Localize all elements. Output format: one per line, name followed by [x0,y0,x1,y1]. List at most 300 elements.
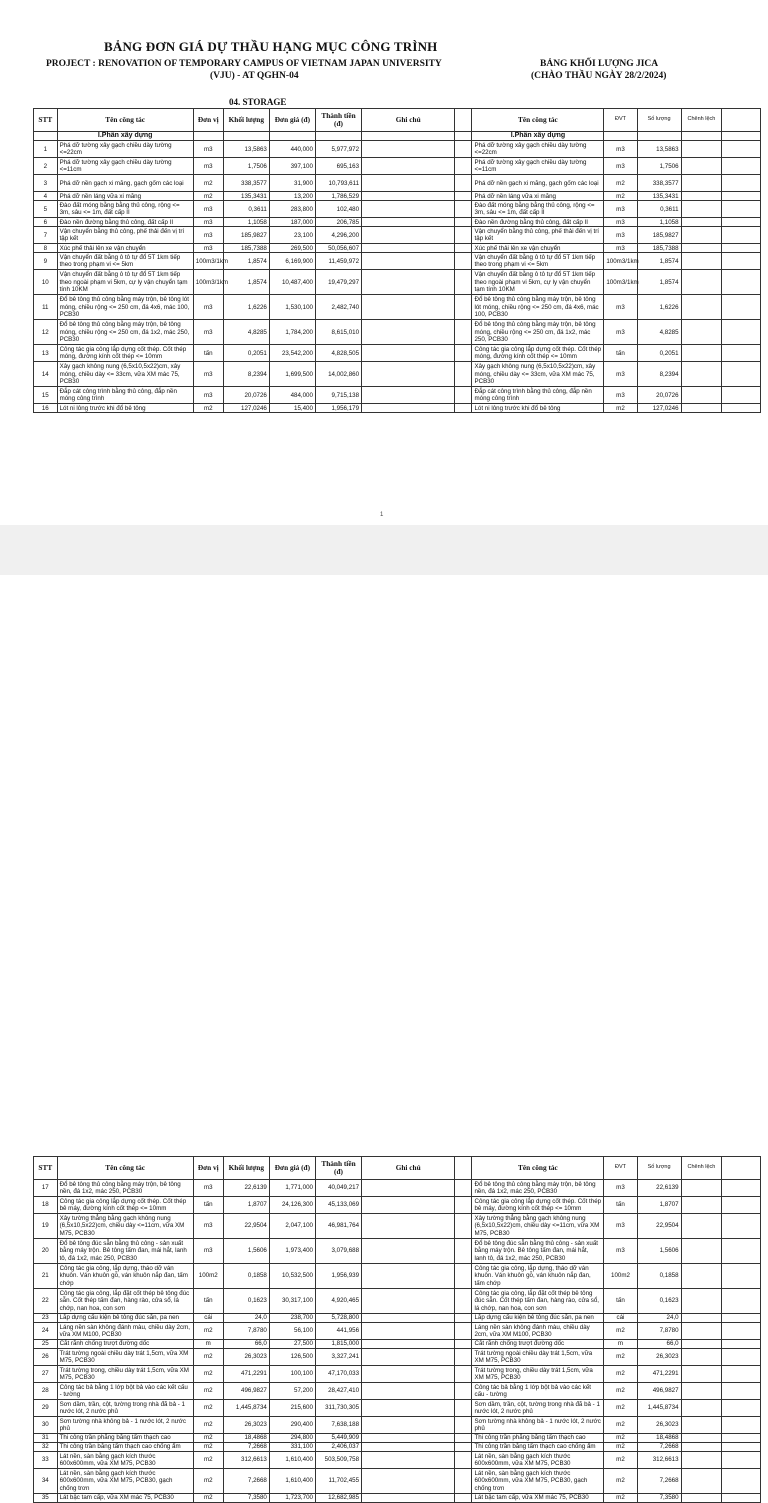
table-row [34,253,761,270]
unit-cell: m2 [193,1494,223,1503]
table-row [34,1289,761,1314]
total-cell: 8,615,010 [315,320,361,345]
quantity-cell: 338,3577 [223,175,269,192]
spacer-cell [455,1214,472,1239]
note-cell [362,387,455,404]
table-row [34,1349,761,1366]
task-name-cell: Công tác gia công lắp dựng cốt thép. Cốt thép bê máy, đường kính cốt thép <= 10mm [57,1197,193,1214]
stt-cell: 12 [34,320,58,345]
jica-unit-cell: m3 [604,201,637,218]
unit-cell: m2 [193,404,223,413]
jica-unit-cell: m2 [604,1469,637,1494]
unit-price-cell: 331,100 [269,1443,315,1452]
jica-quantity-cell: 127,0246 [637,404,681,413]
spacer-cell [455,158,472,175]
note-cell [362,1366,455,1383]
note-cell [362,1264,455,1289]
jica-unit-cell: m2 [604,1443,637,1452]
jica-diff-cell [681,1452,722,1469]
task-name-cell: Vận chuyển đất bằng ô tô tự đổ 5T 1km tiếp theo trong phạm vi <= 5km [57,253,193,270]
stt-cell: 25 [34,1340,58,1349]
unit-cell: tấn [193,1289,223,1314]
page-2 [0,575,768,1502]
jica-task-name-cell: Lắp dựng cấu kiện bê tông đúc sẵn, pa nen [472,1314,604,1323]
jica-diff-cell [681,1400,722,1417]
note-cell [362,158,455,175]
col-edge-header [722,1157,761,1180]
table-row [34,175,761,192]
spacer-cell [455,1469,472,1494]
edge-cell [722,1366,761,1383]
task-name-cell: Thi công trần phẳng bằng tấm thạch cao [57,1434,193,1443]
col-stt-header: STT [34,109,58,132]
quantity-cell: 1,8707 [223,1197,269,1214]
stt-cell: 28 [34,1383,58,1400]
jica-diff-cell [681,1314,722,1323]
jica-unit-cell: m2 [604,1366,637,1383]
spacer-cell [455,1314,472,1323]
jica-unit-cell: m [604,1340,637,1349]
note-cell [362,1443,455,1452]
jica-task-name-cell: Đổ bê tông thủ công bằng máy trộn, bê tông lót móng, chiều rộng <= 250 cm, đá 4x6, mác 100, PCB30 [472,295,604,320]
table-row [34,1383,761,1400]
total-cell: 503,509,758 [315,1452,361,1469]
table-row [34,1197,761,1214]
edge-cell [722,192,761,201]
unit-price-cell: 238,700 [269,1314,315,1323]
stt-cell: 31 [34,1434,58,1443]
jica-unit-cell: m2 [604,192,637,201]
unit-price-cell: 1,723,700 [269,1494,315,1503]
jica-diff-cell [681,1443,722,1452]
note-cell [362,1289,455,1314]
unit-price-cell: 13,200 [269,192,315,201]
task-name-cell: Trát tường ngoài chiều dày trát 1,5cm, vữa XM M75, PCB30 [57,1349,193,1366]
stt-cell: 24 [34,1323,58,1340]
spacer-cell [455,1452,472,1469]
quantity-cell: 127,0246 [223,404,269,413]
total-cell: 102,480 [315,201,361,218]
spacer-cell [455,218,472,227]
unit-cell: m2 [193,1349,223,1366]
jica-task-name-cell: Đào đất móng bằng bằng thủ công, rộng <= 3m, sâu <= 1m, đất cấp II [472,201,604,218]
note-cell [362,1383,455,1400]
spacer-cell [455,1349,472,1366]
table-row [34,404,761,413]
unit-price-cell: 1,530,100 [269,295,315,320]
jica-unit-cell: m3 [604,320,637,345]
stt-cell: 27 [34,1366,58,1383]
jica-unit-cell: m2 [604,1434,637,1443]
note-cell [362,1239,455,1264]
edge-cell [722,132,761,141]
note-cell [362,1214,455,1239]
edge-cell [722,1340,761,1349]
task-name-cell: Lát nền, sàn bằng gạch kích thước 600x600mm, vữa XM M75, PCB30, gạch chống trơn [57,1469,193,1494]
unit-cell: 100m3/1km [193,253,223,270]
jica-diff-cell [681,1264,722,1289]
quantity-cell: 1,8574 [223,270,269,295]
edge-cell [722,158,761,175]
table-row [34,295,761,320]
jica-quantity-cell: 26,3023 [637,1417,681,1434]
col-spacer-header [455,109,472,132]
unit-price-cell: 187,000 [269,218,315,227]
edge-cell [722,270,761,295]
col-edge-header [722,109,761,132]
quantity-cell: 7,2668 [223,1443,269,1452]
stt-cell: 14 [34,362,58,387]
unit-cell: m3 [193,201,223,218]
total-cell: 46,981,764 [315,1214,361,1239]
spacer-cell [455,270,472,295]
spacer-cell [455,1443,472,1452]
quantity-cell: 22,9504 [223,1214,269,1239]
jica-unit-cell: m3 [604,218,637,227]
quantity-cell: 1,445,8734 [223,1400,269,1417]
total-cell: 1,956,179 [315,404,361,413]
task-name-cell: Lót ni lông trước khi đổ bê tông [57,404,193,413]
jica-task-name-cell: Trát tường ngoài chiều dày trát 1,5cm, vữa XM M75, PCB30 [472,1349,604,1366]
table-row [34,1214,761,1239]
jica-diff-cell [681,1469,722,1494]
edge-cell [722,1264,761,1289]
jica-unit-cell: m2 [604,1417,637,1434]
note-cell [362,1400,455,1417]
task-name-cell: Phá dỡ nền láng vữa xi măng [57,192,193,201]
jica-unit-cell: m3 [604,362,637,387]
unit-cell: cái [193,1314,223,1323]
jica-unit-cell: m2 [604,1494,637,1503]
empty-cell [362,132,455,141]
jica-task-name-cell: Công tác gia công, lắp đặt cốt thép bê tông đúc sẵn. Cốt thép tấm đan, hàng rào, cửa sổ, lá chớp, nan hoa, con sơn [472,1289,604,1314]
edge-cell [722,1197,761,1214]
edge-cell [722,320,761,345]
spacer-cell [455,141,472,158]
quantity-cell: 1,1058 [223,218,269,227]
jica-diff-cell [681,345,722,362]
table-row [34,1469,761,1494]
task-name-cell: Lát nền, sàn bằng gạch kích thước 600x600mm, vữa XM M75, PCB30 [57,1452,193,1469]
task-name-cell: Đắp cát công trình bằng thủ công, đắp nền móng công trình [57,387,193,404]
total-cell: 695,163 [315,158,361,175]
jica-unit-cell: 100m3/1km [604,253,637,270]
unit-price-cell: 290,400 [269,1417,315,1434]
spacer-cell [455,362,472,387]
unit-cell: m [193,1340,223,1349]
unit-cell: m2 [193,192,223,201]
table-row [34,1494,761,1503]
jica-quantity-cell: 7,2668 [637,1469,681,1494]
empty-cell [269,132,315,141]
jica-unit-cell: m3 [604,387,637,404]
note-cell [362,244,455,253]
note-cell [362,201,455,218]
quantity-cell: 26,3023 [223,1417,269,1434]
col-jica-qty-header: Số lượng [637,109,681,132]
note-cell [362,1469,455,1494]
unit-price-cell: 1,771,000 [269,1180,315,1197]
stt-cell: 13 [34,345,58,362]
jica-diff-cell [681,1323,722,1340]
jica-quantity-cell: 496,9827 [637,1383,681,1400]
unit-cell: m3 [193,320,223,345]
edge-cell [722,1314,761,1323]
table-row [34,1323,761,1340]
col-jica-diff-header: Chênh lệch [681,1157,722,1180]
total-cell: 12,682,985 [315,1494,361,1503]
table-row [34,387,761,404]
note-cell [362,404,455,413]
edge-cell [722,1214,761,1239]
jica-task-name-cell: Cắt rãnh chống trượt đường dốc [472,1340,604,1349]
unit-price-cell: 24,126,300 [269,1197,315,1214]
spacer-cell [455,1197,472,1214]
stt-cell: 4 [34,192,58,201]
note-cell [362,1323,455,1340]
quantity-cell: 8,2394 [223,362,269,387]
jica-task-name-cell: Phá dỡ nền gạch xi măng, gạch gốm các loại [472,175,604,192]
unit-price-cell: 15,400 [269,404,315,413]
col-note-header: Ghi chú [362,109,455,132]
quantity-cell: 7,8780 [223,1323,269,1340]
total-cell: 28,427,410 [315,1383,361,1400]
unit-cell: m2 [193,1400,223,1417]
bid-table-page-1 [33,108,761,413]
jica-unit-cell: m3 [604,1239,637,1264]
total-cell: 5,977,972 [315,141,361,158]
col-jica-name-header: Tên công tác [472,1157,604,1180]
jica-diff-cell [681,1239,722,1264]
total-cell: 5,728,800 [315,1314,361,1323]
task-name-cell: Vận chuyển bằng thủ công, phế thải đến vị trí tập kết [57,227,193,244]
empty-cell [193,132,223,141]
jica-diff-cell [681,270,722,295]
jica-diff-cell [681,404,722,413]
jica-task-name-cell: Công tác gia công, lắp dựng, tháo dỡ ván khuôn. Ván khuôn gỗ, ván khuôn nắp đan, tấm chớp [472,1264,604,1289]
total-cell: 1,815,000 [315,1340,361,1349]
task-name-cell: Đổ bê tông thủ công bằng máy trộn, bê tông lót móng, chiều rộng <= 250 cm, đá 4x6, mác 100, PCB30 [57,295,193,320]
unit-cell: m3 [193,1214,223,1239]
table-row [34,244,761,253]
jica-unit-cell: m2 [604,1383,637,1400]
unit-price-cell: 10,532,500 [269,1264,315,1289]
table-row [34,1366,761,1383]
task-name-cell: Xây gạch không nung (6,5x10,5x22)cm, xây móng, chiều dày <= 33cm, vữa XM mác 75, PCB30 [57,362,193,387]
note-cell [362,320,455,345]
table-row [34,1264,761,1289]
unit-price-cell: 56,100 [269,1323,315,1340]
quantity-cell: 18,4868 [223,1434,269,1443]
table-row [34,1314,761,1323]
table-row [34,158,761,175]
unit-price-cell: 1,699,500 [269,362,315,387]
jica-quantity-cell: 18,4868 [637,1434,681,1443]
task-name-cell: Xây tường thẳng bằng gạch không nung (6,5x10,5x22)cm, chiều dày <=11cm, vữa XM M75, PCB30 [57,1214,193,1239]
jica-quantity-cell: 0,1623 [637,1289,681,1314]
jica-diff-cell [681,1366,722,1383]
unit-cell: tấn [193,345,223,362]
jica-task-name-cell: Phá dỡ tường xây gạch chiều dày tường <=22cm [472,141,604,158]
table-row [34,1452,761,1469]
jica-task-name-cell: Công tác bả bằng 1 lớp bột bả vào các kết cấu - tường [472,1383,604,1400]
stt-cell: 15 [34,387,58,404]
spacer-cell [455,1323,472,1340]
edge-cell [722,1443,761,1452]
unit-cell: m3 [193,1180,223,1197]
jica-unit-cell: tấn [604,345,637,362]
unit-price-cell: 1,784,200 [269,320,315,345]
jica-task-name-cell: Lát bậc tam cấp, vữa XM mác 75, PCB30 [472,1494,604,1503]
unit-price-cell: 269,500 [269,244,315,253]
quantity-cell: 22,6139 [223,1180,269,1197]
col-note-header: Ghi chú [362,1157,455,1180]
unit-cell: m2 [193,1443,223,1452]
jica-unit-cell: m2 [604,1323,637,1340]
task-name-cell: Cắt rãnh chống trượt đường dốc [57,1340,193,1349]
quantity-cell: 66,0 [223,1340,269,1349]
quantity-cell: 496,9827 [223,1383,269,1400]
quantity-cell: 1,8574 [223,253,269,270]
total-cell: 311,730,305 [315,1400,361,1417]
stt-cell: 17 [34,1180,58,1197]
page-1 [0,0,768,525]
unit-price-cell: 294,800 [269,1434,315,1443]
task-name-cell: Xúc phế thải lên xe vận chuyển [57,244,193,253]
unit-price-cell: 23,542,200 [269,345,315,362]
table-row [34,1340,761,1349]
empty-cell [681,132,722,141]
total-cell: 3,079,688 [315,1239,361,1264]
col-unit-header: Đơn vị [193,109,223,132]
quantity-cell: 7,2668 [223,1469,269,1494]
spacer-cell [455,387,472,404]
unit-price-cell: 10,487,400 [269,270,315,295]
unit-price-cell: 440,000 [269,141,315,158]
stt-cell: 2 [34,158,58,175]
jica-diff-cell [681,141,722,158]
unit-cell: m2 [193,1434,223,1443]
jica-task-name-cell: Phá dỡ tường xây gạch chiều dày tường <=11cm [472,158,604,175]
jica-quantity-cell: 8,2394 [637,362,681,387]
jica-diff-cell [681,158,722,175]
jica-diff-cell [681,218,722,227]
unit-price-cell: 57,200 [269,1383,315,1400]
jica-unit-cell: m2 [604,404,637,413]
jica-task-name-cell: Trát tường trong, chiều dày trát 1,5cm, vữa XM M75, PCB30 [472,1366,604,1383]
section-stt-cell [34,132,58,141]
total-cell: 14,002,860 [315,362,361,387]
total-cell: 5,449,909 [315,1434,361,1443]
edge-cell [722,201,761,218]
unit-price-cell: 6,169,900 [269,253,315,270]
project-line-1: PROJECT : RENOVATION OF TEMPORARY CAMPUS OF VIETNAM JAPAN UNIVERSITY [46,59,442,69]
spacer-cell [455,320,472,345]
edge-cell [722,253,761,270]
total-cell: 11,459,972 [315,253,361,270]
note-cell [362,362,455,387]
total-cell: 1,956,939 [315,1264,361,1289]
jica-unit-cell: 100m3/1km [604,270,637,295]
edge-cell [722,1400,761,1417]
task-name-cell: Đào nền đường bằng thủ công, đất cấp II [57,218,193,227]
edge-cell [722,1349,761,1366]
jica-date: (CHÀO THẦU NGÀY 28/2/2024) [531,71,667,81]
jica-unit-cell: m2 [604,175,637,192]
jica-task-name-cell: Lát nền, sàn bằng gạch kích thước 600x600mm, vữa XM M75, PCB30, gạch chống trơn [472,1469,604,1494]
edge-cell [722,1323,761,1340]
table-row [34,218,761,227]
edge-cell [722,227,761,244]
stt-cell: 34 [34,1469,58,1494]
unit-price-cell: 1,610,400 [269,1469,315,1494]
col-unit-header: Đơn vị [193,1157,223,1180]
jica-quantity-cell: 7,2668 [637,1443,681,1452]
unit-cell: m2 [193,1469,223,1494]
col-jica-name-header: Tên công tác [472,109,604,132]
spacer-cell [455,1180,472,1197]
jica-task-name-cell: Công tác gia công lắp dựng cốt thép. Cốt thép móng, đường kính cốt thép <= 10mm [472,345,604,362]
task-name-cell: Công tác gia công lắp dựng cốt thép. Cốt thép móng, đường kính cốt thép <= 10mm [57,345,193,362]
spacer-cell [455,132,472,141]
edge-cell [722,141,761,158]
jica-task-name-cell: Đào nền đường bằng thủ công, đất cấp II [472,218,604,227]
jica-diff-cell [681,227,722,244]
unit-cell: m3 [193,141,223,158]
col-price-header: Đơn giá (đ) [269,109,315,132]
stt-cell: 3 [34,175,58,192]
spacer-cell [455,201,472,218]
jica-quantity-cell: 20,0726 [637,387,681,404]
edge-cell [722,244,761,253]
unit-price-cell: 30,317,100 [269,1289,315,1314]
unit-cell: m2 [193,1452,223,1469]
task-name-cell: Đào đất móng bằng bằng thủ công, rộng <= 3m, sâu <= 1m, đất cấp II [57,201,193,218]
table-row [34,270,761,295]
edge-cell [722,362,761,387]
header-row [34,109,761,132]
quantity-cell: 4,8285 [223,320,269,345]
jica-diff-cell [681,1214,722,1239]
jica-unit-cell: m3 [604,141,637,158]
spacer-cell [455,1417,472,1434]
edge-cell [722,1494,761,1503]
quantity-cell: 20,0726 [223,387,269,404]
stt-cell: 18 [34,1197,58,1214]
stt-cell: 7 [34,227,58,244]
unit-price-cell: 397,100 [269,158,315,175]
table-row [34,362,761,387]
jica-quantity-cell: 1,6226 [637,295,681,320]
jica-title: BẢNG KHỐI LƯỢNG JICA [540,59,659,69]
unit-price-cell: 1,973,400 [269,1239,315,1264]
jica-quantity-cell: 185,7388 [637,244,681,253]
page-gap [0,525,768,575]
unit-price-cell: 2,047,100 [269,1214,315,1239]
task-name-cell: Vận chuyển đất bằng ô tô tự đổ 5T 1km tiếp theo ngoài phạm vi 5km, cự ly vận chuyển tạm tính 10KM [57,270,193,295]
note-cell [362,1340,455,1349]
spacer-cell [455,253,472,270]
edge-cell [722,1469,761,1494]
col-jica-diff-header: Chênh lệch [681,109,722,132]
unit-price-cell: 31,900 [269,175,315,192]
note-cell [362,345,455,362]
total-cell: 4,828,505 [315,345,361,362]
total-cell: 2,406,037 [315,1443,361,1452]
note-cell [362,141,455,158]
jica-quantity-cell: 13,5863 [637,141,681,158]
spacer-cell [455,295,472,320]
